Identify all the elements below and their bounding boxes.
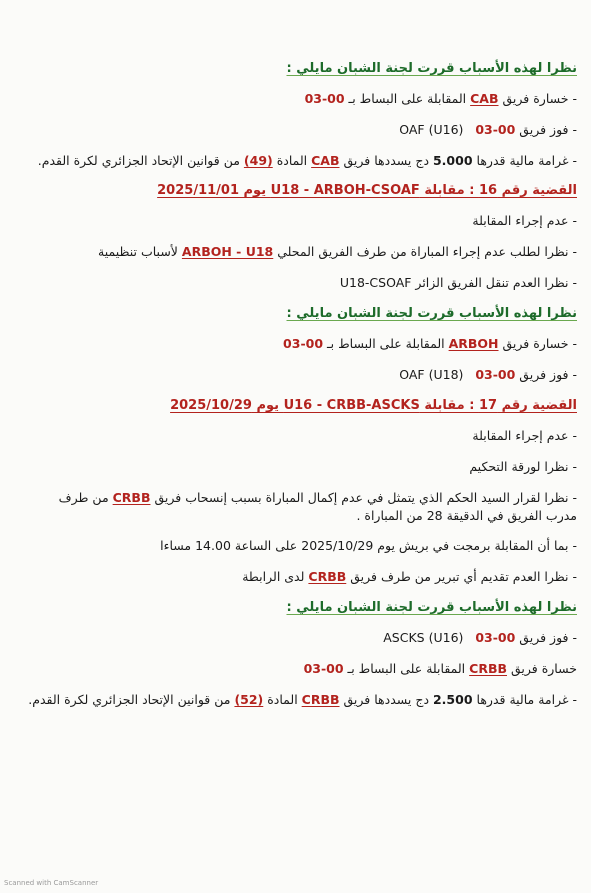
score: 03-00 [303, 661, 344, 676]
fine-amount: 5.000 [432, 153, 473, 168]
score: 03-00 [475, 630, 516, 645]
case-17-heading: القضية رقم 17 : مقابلة U16 - CRBB-ASCKS يوم 2025/10/29 [170, 398, 577, 413]
team-name: CRBB [469, 661, 507, 676]
fine-amount: 2.500 [432, 692, 473, 707]
scanner-watermark: Scanned with CamScanner [4, 879, 99, 887]
category: (U16) [428, 630, 464, 645]
case-16-line-1: - عدم إجراء المقابلة [472, 213, 577, 228]
score: 03-00 [475, 367, 516, 382]
case-17-line-5: - نظرا العدم تقديم أي تبرير من طرف فريق CRBB لدى الرابطة [242, 569, 577, 584]
case-16-line-3: - نظرا العدم تنقل الفريق الزائر U18-CSOAF [339, 275, 577, 290]
decision-1-line-1: - خسارة فريق CAB المقابلة على البساط بـ 03-00 [304, 91, 577, 106]
case-17-line-2: - نظرا لورقة التحكيم [469, 459, 577, 474]
case-16-heading: القضية رقم 16 : مقابلة U18 - ARBOH-CSOAF يوم 2025/11/01 [157, 183, 577, 198]
team-name: OAF [399, 367, 425, 382]
decision-3-line-1: - فوز فريق ASCKS (U16) 03-00 [383, 630, 577, 645]
case-17-line-3: - نظرا لقرار السيد الحكم الذي يتمثل في عدم إكمال المباراة بسبب إنسحاب فريق CRBB من طرف مدرب الفريق في الدقيقة 28 من المباراة . [58, 490, 577, 523]
decision-1-line-2: - فوز فريق OAF (U16) 03-00 [399, 122, 577, 137]
team-name: ASCKS [383, 630, 425, 645]
score: 03-00 [283, 336, 324, 351]
decision-2-line-2: - فوز فريق OAF (U18) 03-00 [399, 367, 577, 382]
decision-2-line-1: - خسارة فريق ARBOH المقابلة على البساط بـ 03-00 [283, 336, 577, 351]
case-17-line-1: - عدم إجراء المقابلة [472, 428, 577, 443]
decision-heading-1: نظرا لهذه الأسباب قررت لجنة الشبان مايلي : [286, 61, 577, 76]
category: (U18) [428, 367, 464, 382]
category: (U16) [428, 122, 464, 137]
team-name: CAB [470, 91, 499, 106]
article-number: (52) [234, 692, 264, 707]
case-17-line-4: - بما أن المقابلة برمجت في بريش يوم 2025/10/29 على الساعة 14.00 مساءا [160, 538, 577, 553]
team-name: ARBOH - U18 [181, 244, 274, 259]
decision-heading-2: نظرا لهذه الأسباب قررت لجنة الشبان مايلي : [286, 306, 577, 321]
team-name: ARBOH [448, 336, 499, 351]
team-name: CAB [311, 153, 340, 168]
article-number: (49) [243, 153, 273, 168]
team-name: OAF [399, 122, 425, 137]
score: 03-00 [475, 122, 516, 137]
case-16-line-2: - نظرا لطلب عدم إجراء المباراة من طرف الفريق المحلي ARBOH - U18 لأسباب تنظيمية [98, 244, 577, 259]
decision-1-line-3: - غرامة مالية قدرها 5.000 دج يسددها فريق CAB المادة (49) من قوانين الإتحاد الجزائري لكرة القدم. [37, 153, 577, 168]
decision-3-line-3: - غرامة مالية قدرها 2.500 دج يسددها فريق CRBB المادة (52) من قوانين الإتحاد الجزائري لكرة القدم. [28, 692, 577, 707]
score: 03-00 [304, 91, 345, 106]
team-name: CRBB [308, 569, 347, 584]
team-name: CRBB [301, 692, 340, 707]
decision-heading-3: نظرا لهذه الأسباب قررت لجنة الشبان مايلي : [286, 600, 577, 615]
decision-3-line-2: خسارة فريق CRBB المقابلة على البساط بـ 03-00 [303, 661, 577, 676]
team-name: CRBB [112, 490, 151, 505]
